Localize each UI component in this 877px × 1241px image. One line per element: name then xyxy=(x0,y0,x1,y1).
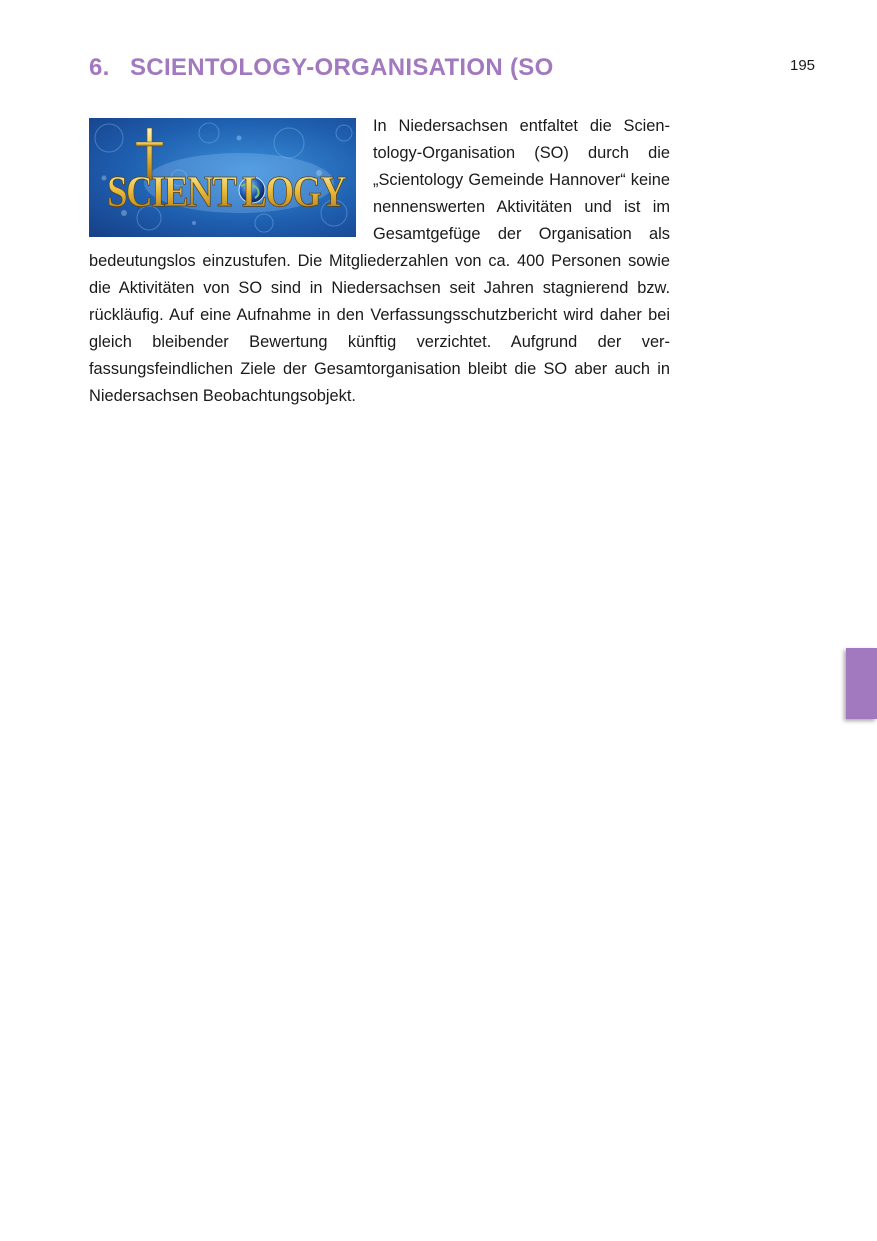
chapter-tab-marker xyxy=(846,648,877,719)
page-number: 195 xyxy=(790,57,816,74)
body-paragraph: In Niedersachsen entfaltet die Scientology-Organisation (SO) durch die „Scientology Gemeinde Hannover“ keine nennenswerten Aktivitäten und ist im Gesamtgefüge der Organisation als bedeutungslos einzustufen. Die Mitgliederzahlen von ca. 400 Personen sowie die Aktivitäten von SO sind in Niedersachsen seit Jahren stagnierend bzw. rückläufig. Auf eine Aufnahme in den Verfassungsschutzbericht wird daher bei gleich bleibender Bewertung künftig verzichtet. Aufgrund der verfassungsfeindlichen Ziele der Gesamtorganisation bleibt die SO aber auch in Niedersachsen Beobachtungsobjekt. xyxy=(89,117,670,405)
section-heading xyxy=(89,54,554,82)
section-title: SCIENTOLOGY-ORGANISATION (SO xyxy=(130,54,554,81)
scientology-logo-icon xyxy=(89,118,356,237)
scientology-logo-image xyxy=(89,118,356,237)
svg-text:SCIENT LOGY: SCIENT LOGY xyxy=(107,167,347,216)
section-number: 6. xyxy=(89,54,110,81)
body-text-block xyxy=(89,113,670,410)
